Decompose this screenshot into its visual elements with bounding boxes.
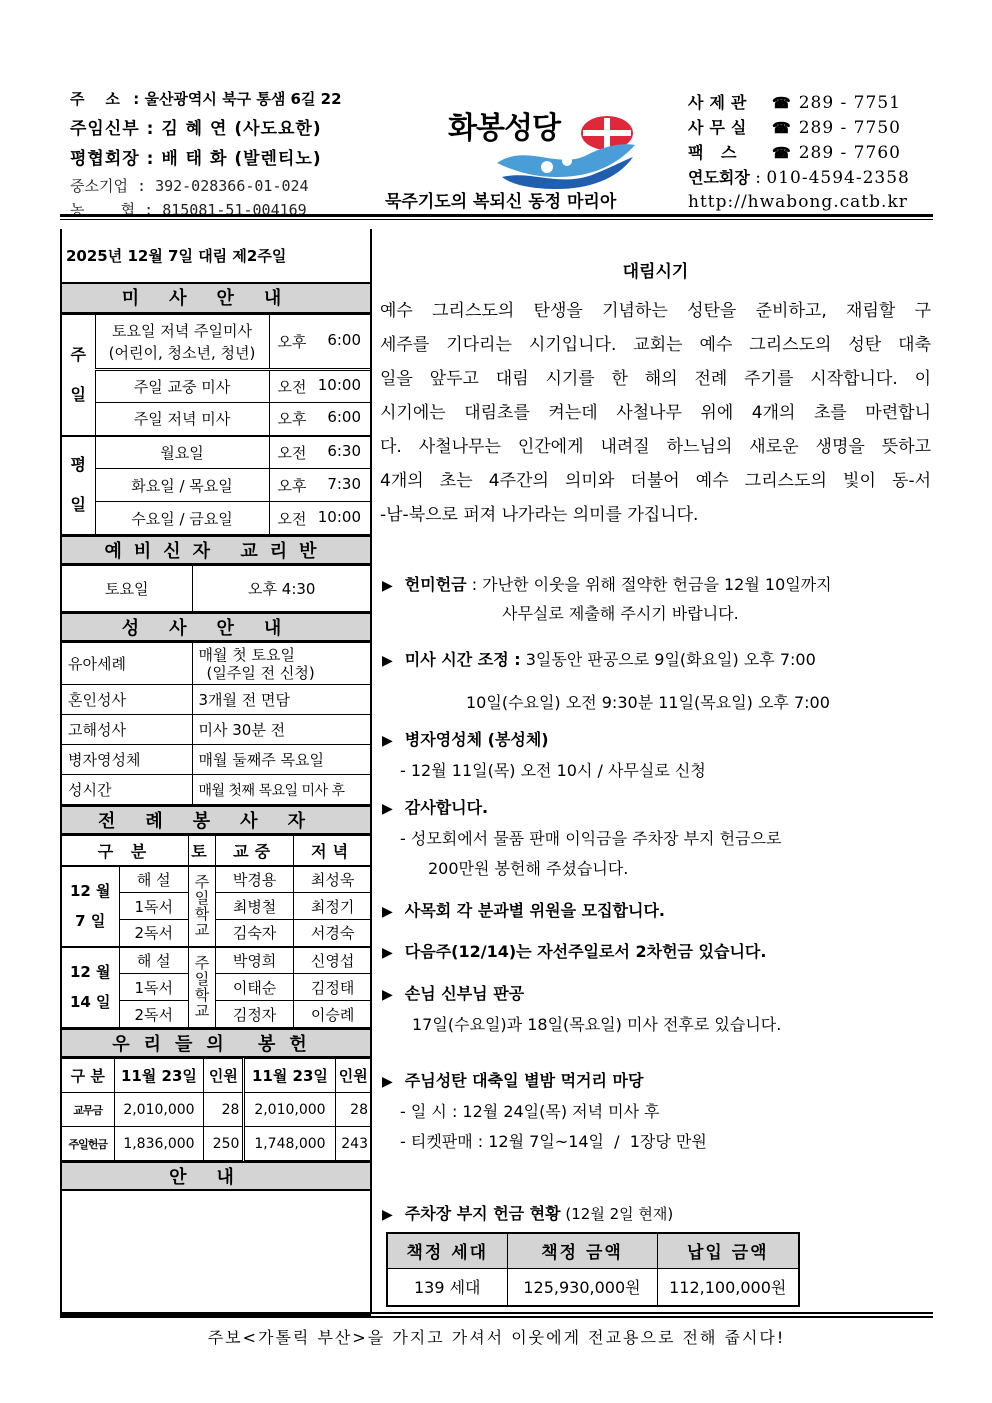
bank2-label: 농 협 (70, 201, 136, 219)
catechumen-time: 오후 4:30 (192, 566, 371, 612)
article-line: 일을 앞두고 대림 시기를 한 해의 전례 주기를 시작합니다. 이 (380, 369, 931, 389)
address: 울산광역시 북구 통샘 6길 22 (144, 90, 342, 108)
table-row (62, 947, 371, 974)
server-main: 이태순 (215, 974, 293, 1001)
catechumen-heading: 예비신자 교리반 (62, 535, 371, 565)
contact-fax (688, 140, 938, 165)
bank1-row: 중소기업 : 392-028366-01-024 (70, 177, 309, 195)
item-detail: 17일(수요일)과 18일(목요일) 미사 전후로 있습니다. (412, 1015, 782, 1034)
item-detail: 사무실로 제출해 주시기 바랍니다. (502, 604, 739, 623)
server-main: 박영희 (215, 947, 293, 974)
server-role: 2독서 (119, 920, 188, 947)
phone-icon: ☎ (772, 94, 791, 112)
weekday-label-text: 평일 (70, 455, 86, 515)
offering-count: 28 (204, 1093, 244, 1127)
service-date (62, 866, 119, 947)
address-label: 주 소 (70, 90, 120, 108)
contact-rectory (688, 90, 938, 115)
mass-time (269, 315, 371, 370)
table-row (62, 1093, 371, 1127)
contact-label: 사무실 (688, 118, 753, 137)
item-detail: 200만원 봉헌해 주셨습니다. (428, 859, 629, 878)
table-row (62, 745, 371, 775)
mass-name-line2: (어린이, 청소년, 청년) (108, 343, 256, 362)
sacrament-info: 매월 첫째 목요일 미사 후 (192, 775, 371, 805)
website-link[interactable]: http://hwabong.catb.kr (688, 192, 908, 212)
item-text: : 가난한 이웃을 위해 절약한 헌금을 12월 10일까지 (466, 575, 832, 594)
header-info (70, 84, 370, 222)
catechumen-table (62, 565, 371, 612)
triangle-bullet-icon: ▶ (382, 801, 393, 817)
article-line: -남-북으로 퍼져 나가라는 의미를 가집니다. (380, 505, 699, 525)
triangle-bullet-icon: ▶ (382, 945, 393, 961)
article-title: 대림시기 (622, 262, 689, 282)
mass-time (269, 469, 371, 502)
contact-number: 289 - 7751 (798, 93, 901, 113)
col-header: 저녁 (294, 836, 371, 866)
notice-item-charity-sunday (382, 937, 766, 968)
table-row (62, 370, 371, 403)
col-header: 인원 (204, 1059, 244, 1093)
server-evening: 김정태 (294, 974, 371, 1001)
contact-label: 사제관 (688, 93, 753, 112)
article-line: 시기에는 대림초를 켜는데 사철나무 위에 4개의 초를 마련합니 (380, 403, 931, 423)
sacrament-info (192, 643, 371, 685)
item-title: 감사합니다. (404, 798, 489, 817)
mass-clock: 7:30 (327, 474, 361, 493)
col-header: 11월 23일 (244, 1059, 335, 1093)
server-main: 최병철 (215, 893, 293, 920)
col-header: 납입 금액 (657, 1233, 799, 1268)
mass-ampm: 오후 (277, 410, 307, 429)
server-main: 김정자 (215, 1001, 293, 1028)
item-title: 손님 신부님 판공 (404, 984, 525, 1003)
table-header-row (62, 1059, 371, 1093)
notice-heading: 안내 (62, 1161, 371, 1191)
table-row (62, 502, 371, 535)
sunday-label-text: 주일 (70, 344, 86, 404)
mass-name: 월요일 (95, 436, 269, 469)
table-row (62, 775, 371, 805)
item-title: 다음주(12/14)는 자선주일로서 2차헌금 있습니다. (404, 942, 767, 961)
header-divider (60, 214, 933, 220)
item-title: 사목회 각 분과별 위원을 모집합니다. (404, 901, 665, 920)
mass-ampm: 오후 (277, 476, 307, 495)
server-evening: 최성욱 (294, 866, 371, 893)
item-text: (12월 2일 현재) (560, 1205, 674, 1223)
article-line: 4개의 초는 4주간의 의미와 더불어 예수 그리스도의 빛이 동-서 (380, 471, 931, 491)
notice-item-mass-time-change (382, 639, 830, 724)
households-value: 139 세대 (387, 1268, 507, 1306)
notice-item-thanks (382, 793, 781, 884)
cross-wave-logo-icon (497, 115, 637, 190)
col-header: 교중 (215, 836, 293, 866)
mass-name: 주일 저녁 미사 (95, 403, 269, 436)
website-row (688, 190, 938, 215)
mass-name-line1: 토요일 저녁 주일미사 (112, 321, 252, 340)
bank2-account: 815081-51-004169 (162, 201, 307, 219)
item-title: 병자영성체 (봉성체) (404, 730, 549, 749)
server-evening: 이승례 (294, 1001, 371, 1028)
sacraments-table (62, 642, 371, 805)
service-day: 14 일 (69, 993, 111, 1012)
server-role: 1독서 (119, 974, 188, 1001)
offering-amount: 2,010,000 (114, 1093, 204, 1127)
col-header: 구 분 (62, 1059, 114, 1093)
church-name: 화봉성당 (448, 111, 560, 146)
bank1-account: 392-028366-01-024 (155, 177, 309, 195)
contact-number: 289 - 7760 (798, 143, 901, 163)
sacrament-info: 매월 둘째주 목요일 (192, 745, 371, 775)
item-detail: 10일(수요일) 오전 9:30분 11일(목요일) 오후 7:00 (466, 693, 830, 712)
offering-count: 28 (335, 1093, 371, 1127)
table-header-row (387, 1233, 799, 1268)
mass-clock: 6:00 (327, 408, 361, 427)
council-name: 배 태 화 (발렌티노) (161, 149, 322, 169)
pastor-row: 주임신부 : 김 혜 연 (사도요한) (70, 119, 322, 139)
triangle-bullet-icon: ▶ (382, 1207, 393, 1223)
col-header: 인원 (335, 1059, 371, 1093)
server-role: 2독서 (119, 1001, 188, 1028)
offering-heading: 우리들의 봉헌 (62, 1028, 371, 1058)
sunday-label (62, 315, 95, 436)
table-row (387, 1268, 799, 1306)
service-month: 12 월 (69, 963, 111, 982)
server-role: 해 설 (119, 866, 188, 893)
article-line: 예수 그리스도의 탄생을 기념하는 성탄을 준비하고, 재림할 구 (380, 301, 931, 321)
offering-count: 250 (204, 1127, 244, 1161)
service-day: 7 일 (75, 912, 106, 930)
item-detail: - 12월 11일(목) 오전 10시 / 사무실로 신청 (400, 761, 706, 780)
server-main: 박경용 (215, 866, 293, 893)
contact-number: 289 - 7750 (798, 118, 901, 138)
table-row (62, 715, 371, 745)
offering-amount: 1,836,000 (114, 1127, 204, 1161)
sacrament-name: 성시간 (62, 775, 192, 805)
mass-time (269, 436, 371, 469)
item-detail: - 성모회에서 물품 판매 이익금을 주차장 부지 헌금으로 (400, 829, 782, 848)
mass-name: 수요일 / 금요일 (95, 502, 269, 535)
sunday-school-text: 주일학교 (194, 873, 210, 939)
column-divider (370, 229, 372, 1312)
council-row: 평협회장 : 배 태 화 (발렌티노) (70, 149, 322, 169)
mass-name: 화요일 / 목요일 (95, 469, 269, 502)
offering-amount: 1,748,000 (244, 1127, 335, 1161)
assigned-amount-value: 125,930,000원 (507, 1268, 657, 1306)
server-evening: 서경숙 (294, 920, 371, 947)
sacrament-info-line2: (일주일 전 신청) (206, 663, 315, 682)
catechumen-day: 토요일 (62, 566, 192, 612)
triangle-bullet-icon: ▶ (382, 987, 393, 1003)
mass-clock: 6:30 (327, 441, 361, 460)
left-column (60, 229, 371, 1316)
article-line: 다. 사철나무는 인간에게 내려질 하느님의 새로운 생명을 뜻하고 (380, 437, 931, 457)
bank2-row: 농 협 : 815081-51-004169 (70, 201, 307, 219)
sacrament-name: 병자영성체 (62, 745, 192, 775)
church-motto: 묵주기도의 복되신 동정 마리아 (385, 192, 617, 212)
footer-message: 주보<가톨릭 부산>을 가지고 가셔서 이웃에게 전교용으로 전해 줍시다! (207, 1328, 786, 1347)
mass-time (269, 370, 371, 403)
address-row: 주 소 : 울산광역시 북구 통샘 6길 22 (70, 84, 370, 114)
table-row (62, 866, 371, 893)
mass-ampm: 오전 (277, 443, 307, 462)
notice-item-committee-recruit (382, 896, 665, 927)
contact-office (688, 115, 938, 140)
server-role: 해 설 (119, 947, 188, 974)
sacrament-name: 고해성사 (62, 715, 192, 745)
col-header: 토 (188, 836, 215, 866)
article-body (380, 294, 931, 532)
sacrament-info: 미사 30분 전 (192, 715, 371, 745)
mass-name (95, 315, 269, 370)
server-evening: 신영섭 (294, 947, 371, 974)
offering-table (62, 1058, 371, 1161)
item-text: 3일동안 판공으로 9일(화요일) 오후 7:00 (520, 650, 816, 669)
item-detail: - 일 시 : 12월 24일(목) 저녁 미사 후 (400, 1102, 660, 1121)
notice-body (62, 1191, 371, 1316)
mass-schedule-table (62, 314, 371, 535)
youth-contact: 연도회장 : 010-4594-2358 (688, 165, 938, 190)
mass-name: 주일 교중 미사 (95, 370, 269, 403)
phone-icon: ☎ (772, 119, 791, 137)
servers-table (62, 835, 371, 1028)
paid-amount-value: 112,100,000원 (657, 1268, 799, 1306)
sunday-school (188, 947, 215, 1028)
item-title: 주님성탄 대축일 별밤 먹거리 마당 (404, 1071, 644, 1090)
table-row (62, 469, 371, 502)
council-label: 평협회장 (70, 149, 140, 169)
notice-item-parking-status (382, 1199, 673, 1230)
bank1-label: 중소기업 (70, 177, 128, 195)
table-row (62, 315, 371, 370)
notice-item-sick-communion (382, 725, 706, 786)
col-header: 구 분 (62, 836, 188, 866)
triangle-bullet-icon: ▶ (382, 733, 393, 749)
server-evening: 최정기 (294, 893, 371, 920)
table-header-row (62, 836, 371, 866)
item-title: 미사 시간 조정 : (404, 650, 521, 669)
offering-label: 주일헌금 (62, 1127, 114, 1161)
bulletin-date: 2025년 12월 7일 대림 제2주일 (62, 229, 371, 284)
sacraments-heading: 성사안내 (62, 612, 371, 642)
service-date (62, 947, 119, 1028)
mass-time (269, 403, 371, 436)
item-detail: - 티켓판매 : 12월 7일~14일 / 1장당 만원 (400, 1132, 707, 1151)
sacrament-name: 유아세례 (62, 643, 192, 685)
mass-clock: 6:00 (327, 331, 361, 349)
mass-time (269, 502, 371, 535)
table-row (62, 403, 371, 436)
offering-amount: 2,010,000 (244, 1093, 335, 1127)
table-row (62, 685, 371, 715)
contact-label: 팩 스 (688, 143, 743, 162)
footer-divider (60, 1312, 933, 1318)
offering-count: 243 (335, 1127, 371, 1161)
service-month: 12 월 (69, 882, 111, 900)
sunday-school (188, 866, 215, 947)
triangle-bullet-icon: ▶ (382, 578, 393, 594)
contact-info (688, 90, 938, 215)
sacrament-name: 혼인성사 (62, 685, 192, 715)
item-title: 주차장 부지 헌금 현황 (404, 1204, 561, 1223)
weekday-label (62, 436, 95, 535)
parking-fund-table (386, 1232, 800, 1307)
notice-item-rice-offering (382, 571, 832, 628)
youth-label: 연도회장 (688, 168, 750, 187)
mass-clock: 10:00 (317, 507, 361, 526)
church-logo (385, 95, 675, 215)
notice-item-guest-priest (382, 979, 781, 1040)
server-main: 김숙자 (215, 920, 293, 947)
table-row (62, 566, 371, 612)
table-row (62, 1127, 371, 1161)
sacrament-info-line1: 매월 첫 토요일 (198, 645, 295, 664)
mass-schedule-heading: 미사안내 (62, 284, 371, 314)
offering-label: 교무금 (62, 1093, 114, 1127)
mass-clock: 10:00 (317, 376, 361, 394)
article-line: 세주를 기다리는 시기입니다. 교회는 예수 그리스도의 성탄 대축 (380, 335, 931, 355)
triangle-bullet-icon: ▶ (382, 653, 393, 669)
col-header: 11월 23일 (114, 1059, 204, 1093)
triangle-bullet-icon: ▶ (382, 1074, 393, 1090)
item-title: 헌미헌금 (404, 575, 467, 594)
pastor-name: 김 혜 연 (사도요한) (161, 119, 322, 139)
col-header: 책정 세대 (387, 1233, 507, 1268)
mass-ampm: 오후 (277, 333, 307, 351)
mass-ampm: 오전 (277, 378, 307, 396)
notice-item-christmas-market (382, 1066, 707, 1157)
table-row (62, 643, 371, 685)
mass-ampm: 오전 (277, 509, 307, 528)
table-row (62, 436, 371, 469)
sacrament-info: 3개월 전 면담 (192, 685, 371, 715)
triangle-bullet-icon: ▶ (382, 904, 393, 920)
youth-phone: 010-4594-2358 (766, 168, 910, 188)
col-header: 책정 금액 (507, 1233, 657, 1268)
pastor-label: 주임신부 (70, 119, 140, 139)
phone-icon: ☎ (772, 144, 791, 162)
servers-heading: 전례봉사자 (62, 805, 371, 835)
server-role: 1독서 (119, 893, 188, 920)
sunday-school-text: 주일학교 (194, 954, 210, 1021)
